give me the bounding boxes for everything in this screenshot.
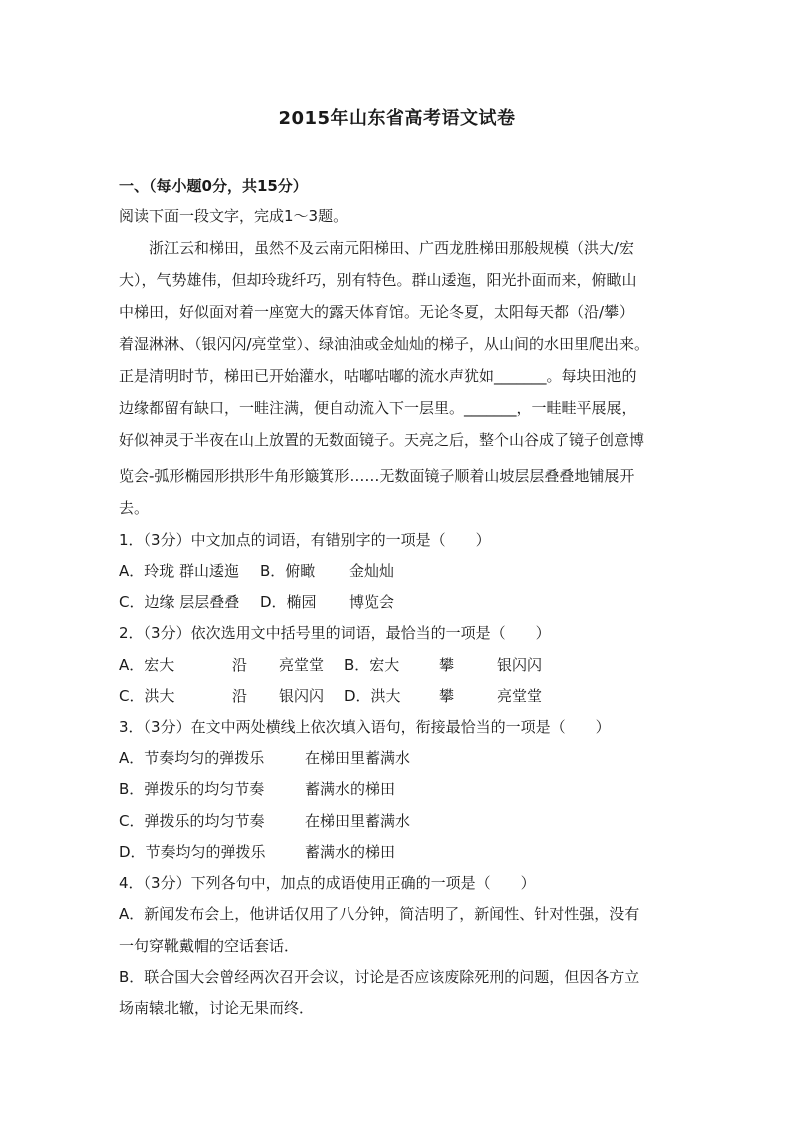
option-a-word3: 亮堂堂 (279, 656, 325, 674)
question-4-option-b-cont: 场南辕北辙，讨论无果而终． (119, 999, 315, 1017)
question-4-option-b: B．联合国大会曾经两次召开会议，讨论是否应该废除死刑的问题，但因各方立 (119, 968, 640, 986)
passage-line: 着湿淋淋、（银闪闪/亮堂堂）、绿油油或金灿灿的梯子，从山间的水田里爬出来。 (119, 335, 650, 353)
option-c: C．洪大 (119, 687, 175, 705)
option-b: B．俯瞰 (260, 562, 316, 580)
option-a: A．玲珑 群山逶迤 (119, 562, 240, 580)
option-a-word2: 沿 (232, 656, 248, 674)
option-d-part2: 蓄满水的梯田 (305, 843, 396, 861)
option-a: A．节奏均匀的弹拨乐 (119, 749, 265, 767)
option-d: D．椭园 (260, 593, 317, 611)
option-a: A．宏大 (119, 656, 175, 674)
passage-line: 好似神灵于半夜在山上放置的无数面镜子。天亮之后，整个山谷成了镜子创意博 (119, 431, 645, 449)
section-header: 一、（每小题0分，共15分） (119, 177, 308, 195)
option-b-word2: 攀 (439, 656, 455, 674)
option-d-word3: 亮堂堂 (497, 687, 543, 705)
option-d-text: 博览会 (349, 593, 395, 611)
option-a-part2: 在梯田里蓄满水 (305, 749, 411, 767)
option-b-word3: 银闪闪 (497, 656, 543, 674)
option-c: C．弹拨乐的均匀节奏 (119, 812, 265, 830)
passage-line: 去。 (119, 499, 150, 517)
option-c-word2: 沿 (232, 687, 248, 705)
passage-line: 浙江云和梯田，虽然不及云南元阳梯田、广西龙胜梯田那般规模（洪大/宏 (149, 239, 635, 257)
instruction-text: 阅读下面一段文字，完成1～3题。 (119, 207, 349, 225)
passage-line: 大），气势雄伟，但却玲珑纤巧，别有特色。群山逶迤，阳光扑面而来，俯瞰山 (119, 271, 637, 289)
question-1-stem: 1．（3分）中文加点的词语，有错别字的一项是（ ） (119, 531, 491, 549)
option-c-part2: 在梯田里蓄满水 (305, 812, 411, 830)
question-4-option-a-cont: 一句穿靴戴帽的空话套话． (119, 937, 300, 955)
option-d-word2: 攀 (439, 687, 455, 705)
option-d: D．节奏均匀的弹拨乐 (119, 843, 266, 861)
passage-line: 中梯田，好似面对着一座宽大的露天体育馆。无论冬夏，太阳每天都（沿/攀） (119, 303, 635, 321)
option-b-text: 金灿灿 (349, 562, 395, 580)
option-b: B．宏大 (344, 656, 400, 674)
question-4-stem: 4．（3分）下列各句中，加点的成语使用正确的一项是（ ） (119, 874, 536, 892)
question-3-stem: 3．（3分）在文中两处横线上依次填入语句，衔接最恰当的一项是（ ） (119, 718, 611, 736)
option-c: C．边缘 层层叠叠 (119, 593, 240, 611)
passage-line: 正是清明时节，梯田已开始灌水，咕嘟咕嘟的流水声犹如_______。每块田池的 (119, 367, 637, 385)
question-4-option-a: A．新闻发布会上，他讲话仅用了八分钟，简洁明了，新闻性、针对性强，没有 (119, 905, 640, 923)
passage-line: 览会-弧形椭园形拱形牛角形簸箕形……无数面镜子顺着山坡层层叠叠地铺展开 (119, 467, 635, 485)
passage-line: 边缘都留有缺口，一畦注满，便自动流入下一层里。_______，一畦畦平展展， (119, 399, 637, 417)
option-b-part2: 蓄满水的梯田 (305, 780, 396, 798)
page-title: 2015年山东省高考语文试卷 (278, 108, 516, 129)
option-d: D．洪大 (344, 687, 401, 705)
option-b: B．弹拨乐的均匀节奏 (119, 780, 265, 798)
option-c-word3: 银闪闪 (279, 687, 325, 705)
question-2-stem: 2．（3分）依次选用文中括号里的词语，最恰当的一项是（ ） (119, 624, 551, 642)
